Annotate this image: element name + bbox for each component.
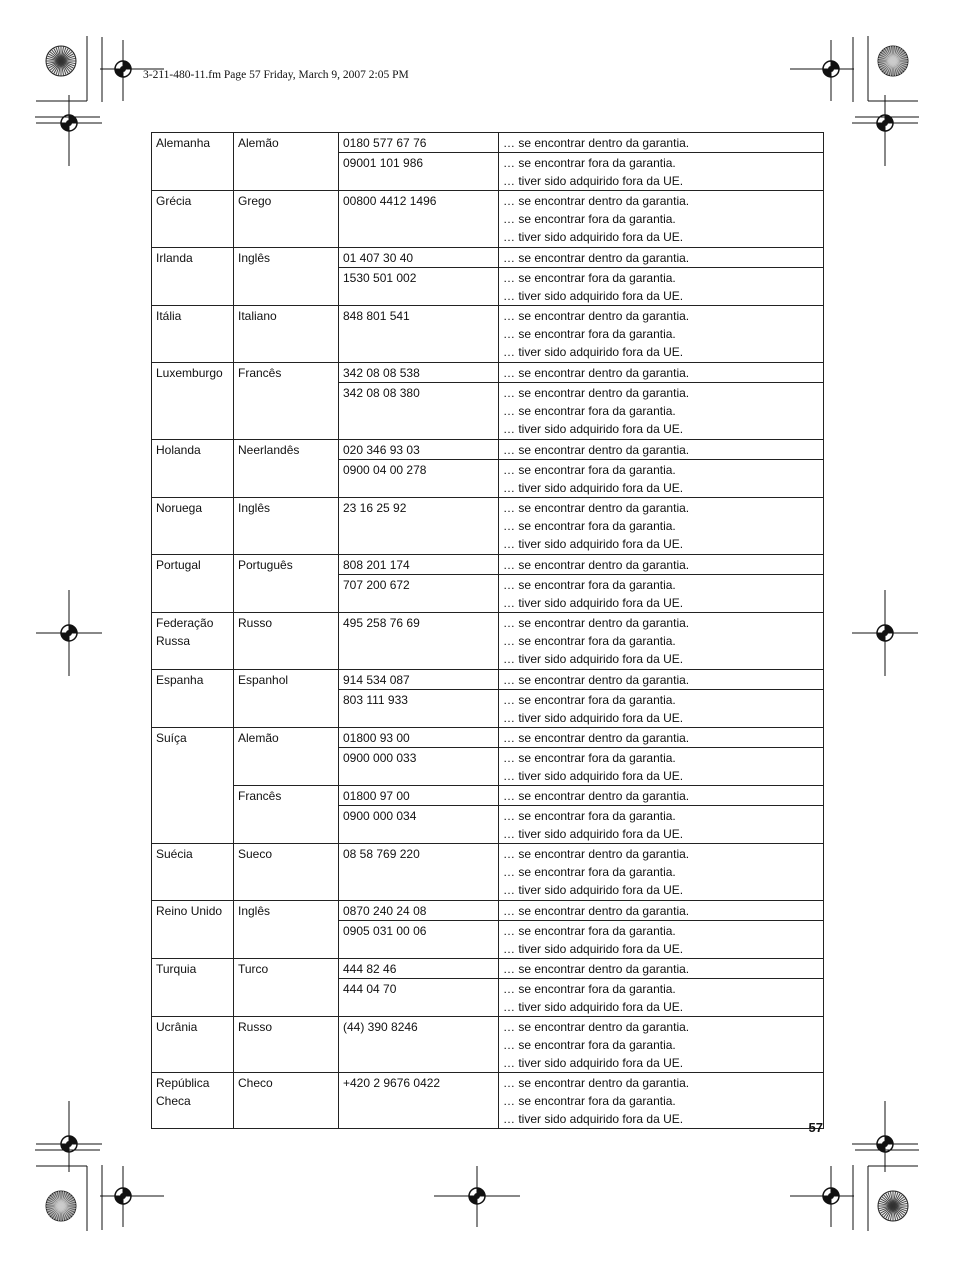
country-cell [152,844,234,901]
cell-text-line: Alemanha [156,136,211,150]
table-row [152,901,824,921]
cell-text-line: (44) 390 8246 [343,1020,418,1034]
registration-target-icon [115,61,131,77]
registration-target-icon [877,115,893,131]
cell-text-line: 1530 501 002 [343,271,417,285]
cell-text-line: Portugal [156,558,201,572]
condition-cell [499,248,824,268]
condition-cell [499,844,824,901]
cell-text-line: 23 16 25 92 [343,501,407,515]
language-cell [234,248,339,306]
language-cell [234,613,339,670]
cell-text-line: … se encontrar dentro da garantia. [503,136,690,150]
cell-text-line: Grego [238,194,272,208]
cell-text-line: 020 346 93 03 [343,443,420,457]
cell-text-line: 01800 97 00 [343,789,410,803]
cell-text-line: Russo [238,1020,273,1034]
cell-text-line: … tiver sido adquirido fora da UE. [503,230,684,244]
cell-text-line: 808 201 174 [343,558,410,572]
cell-text-line: +420 2 9676 0422 [343,1076,441,1090]
cell-text-line: Holanda [156,443,201,457]
cell-text-line: Alemão [238,136,279,150]
cell-text-line: … se encontrar fora da garantia. [503,982,676,996]
cell-text-line: 09001 101 986 [343,156,424,170]
cell-text-line: … se encontrar fora da garantia. [503,693,676,707]
cell-text-line: Neerlandês [238,443,300,457]
cell-text-line: Federação [156,616,214,630]
phone-cell [339,613,499,670]
cell-text-line: … se encontrar fora da garantia. [503,865,676,879]
phone-cell [339,786,499,806]
country-cell [152,728,234,844]
cell-text-line: … se encontrar fora da garantia. [503,519,676,533]
cell-text-line: … se encontrar fora da garantia. [503,327,676,341]
country-cell [152,670,234,728]
table-row [152,613,824,670]
phone-cell [339,728,499,748]
phone-cell [339,959,499,979]
condition-cell [499,363,824,383]
cell-text-line: … tiver sido adquirido fora da UE. [503,883,684,897]
country-cell [152,440,234,498]
cell-text-line: Sueco [238,847,273,861]
condition-cell [499,613,824,670]
country-cell [152,498,234,555]
cell-text-line: … se encontrar dentro da garantia. [503,443,690,457]
table-row [152,555,824,575]
phone-cell [339,460,499,498]
page-header-slug: 3-211-480-11.fm Page 57 Friday, March 9, 2007 2:05 PM [143,69,409,81]
cell-text-line: … se encontrar fora da garantia. [503,634,676,648]
phone-cell [339,306,499,363]
phone-cell [339,268,499,306]
table-row [152,498,824,555]
table-row [152,728,824,748]
cell-text-line: 803 111 933 [343,693,408,707]
cell-text-line: Turquia [156,962,197,976]
table-row [152,306,824,363]
cell-text-line: Grécia [156,194,192,208]
phone-cell [339,383,499,440]
table-row [152,844,824,901]
registration-target-icon [61,115,77,131]
country-cell [152,959,234,1017]
condition-cell [499,748,824,786]
cell-text-line: … tiver sido adquirido fora da UE. [503,537,684,551]
cell-text-line: 495 258 76 69 [343,616,420,630]
cell-text-line: 0900 000 034 [343,809,417,823]
cell-text-line: … tiver sido adquirido fora da UE. [503,942,684,956]
phone-cell [339,555,499,575]
language-cell [234,191,339,248]
language-cell [234,363,339,440]
cell-text-line: … se encontrar dentro da garantia. [503,673,690,687]
phone-cell [339,844,499,901]
cell-text-line: … tiver sido adquirido fora da UE. [503,596,684,610]
cell-text-line: … tiver sido adquirido fora da UE. [503,1056,684,1070]
country-cell [152,191,234,248]
cell-text-line: … tiver sido adquirido fora da UE. [503,174,684,188]
cell-text-line: … se encontrar fora da garantia. [503,1038,676,1052]
table-row [152,1073,824,1129]
cell-text-line: Suécia [156,847,193,861]
country-cell [152,901,234,959]
condition-cell [499,786,824,806]
phone-cell [339,979,499,1017]
cell-text-line: Luxemburgo [156,366,223,380]
cell-text-line: Francês [238,366,282,380]
cell-text-line: 01 407 30 40 [343,251,414,265]
cell-text-line: … se encontrar fora da garantia. [503,156,676,170]
language-cell [234,498,339,555]
language-cell [234,1017,339,1073]
condition-cell [499,440,824,460]
language-cell [234,440,339,498]
page-number: 57 [808,1120,823,1135]
cell-text-line: … se encontrar dentro da garantia. [503,789,690,803]
cell-text-line: … se encontrar dentro da garantia. [503,386,690,400]
cell-text-line: Noruega [156,501,203,515]
cell-text-line: 0870 240 24 08 [343,904,427,918]
country-cell [152,306,234,363]
cell-text-line: Suíça [156,731,187,745]
condition-cell [499,806,824,844]
phone-cell [339,575,499,613]
registration-target-icon [115,1188,131,1204]
phone-cell [339,498,499,555]
cell-text-line: 707 200 672 [343,578,410,592]
phone-cell [339,133,499,153]
phone-cell [339,248,499,268]
cell-text-line: Francês [238,789,282,803]
registration-target-icon [61,625,77,641]
phone-cell [339,921,499,959]
phone-cell [339,748,499,786]
starburst-icon [878,1191,908,1221]
cell-text-line: Inglês [238,251,271,265]
cell-text-line: 0900 04 00 278 [343,463,427,477]
cell-text-line: … se encontrar fora da garantia. [503,751,676,765]
condition-cell [499,306,824,363]
phone-cell [339,1017,499,1073]
condition-cell [499,498,824,555]
cell-text-line: … tiver sido adquirido fora da UE. [503,289,684,303]
cell-text-line: … tiver sido adquirido fora da UE. [503,769,684,783]
phone-cell [339,806,499,844]
condition-cell [499,959,824,979]
cell-text-line: … tiver sido adquirido fora da UE. [503,711,684,725]
starburst-icon [46,46,76,76]
table-row [152,133,824,153]
cell-text-line: … se encontrar dentro da garantia. [503,251,690,265]
cell-text-line: … se encontrar fora da garantia. [503,463,676,477]
country-cell [152,1017,234,1073]
cell-text-line: … se encontrar fora da garantia. [503,212,676,226]
cell-text-line: Inglês [238,904,271,918]
cell-text-line: 00800 4412 1496 [343,194,437,208]
condition-cell [499,133,824,153]
cell-text-line: … se encontrar dentro da garantia. [503,194,690,208]
starburst-icon [878,46,908,76]
cell-text-line: … se encontrar dentro da garantia. [503,847,690,861]
cell-text-line: República [156,1076,210,1090]
cell-text-line: 914 534 087 [343,673,410,687]
condition-cell [499,1073,824,1129]
cell-text-line: … tiver sido adquirido fora da UE. [503,422,684,436]
registration-target-icon [877,1136,893,1152]
cell-text-line: … se encontrar fora da garantia. [503,809,676,823]
cell-text-line: Italiano [238,309,277,323]
language-cell [234,1073,339,1129]
cell-text-line: … se encontrar fora da garantia. [503,1094,676,1108]
language-cell [234,786,339,844]
phone-cell [339,690,499,728]
condition-cell [499,979,824,1017]
registration-target-icon [877,625,893,641]
registration-target-icon [61,1136,77,1152]
cell-text-line: … se encontrar dentro da garantia. [503,904,690,918]
language-cell [234,901,339,959]
support-phone-table [151,132,824,1129]
table-row [152,440,824,460]
cell-text-line: … se encontrar dentro da garantia. [503,558,690,572]
cell-text-line: … tiver sido adquirido fora da UE. [503,1000,684,1014]
table-row [152,191,824,248]
phone-cell [339,363,499,383]
cell-text-line: Alemão [238,731,279,745]
starburst-icon [46,1191,76,1221]
cell-text-line: … tiver sido adquirido fora da UE. [503,481,684,495]
country-cell [152,363,234,440]
country-cell [152,248,234,306]
condition-cell [499,690,824,728]
language-cell [234,959,339,1017]
cell-text-line: 08 58 769 220 [343,847,420,861]
registration-target-icon [823,61,839,77]
cell-text-line: … tiver sido adquirido fora da UE. [503,652,684,666]
cell-text-line: … se encontrar fora da garantia. [503,404,676,418]
cell-text-line: 848 801 541 [343,309,410,323]
cell-text-line: … se encontrar dentro da garantia. [503,1076,690,1090]
cell-text-line: 0905 031 00 06 [343,924,427,938]
cell-text-line: … se encontrar dentro da garantia. [503,366,690,380]
language-cell [234,670,339,728]
language-cell [234,728,339,786]
cell-text-line: Russo [238,616,273,630]
table-row [152,1017,824,1073]
cell-text-line: Português [238,558,293,572]
cell-text-line: 342 08 08 380 [343,386,420,400]
cell-text-line: Ucrânia [156,1020,198,1034]
condition-cell [499,191,824,248]
cell-text-line: Russa [156,634,191,648]
country-cell [152,555,234,613]
condition-cell [499,670,824,690]
cell-text-line: 342 08 08 538 [343,366,420,380]
phone-cell [339,153,499,191]
cell-text-line: Checa [156,1094,191,1108]
language-cell [234,555,339,613]
condition-cell [499,921,824,959]
cell-text-line: Reino Unido [156,904,223,918]
country-cell [152,133,234,191]
phone-cell [339,440,499,460]
country-cell [152,1073,234,1129]
country-cell [152,613,234,670]
cell-text-line: … tiver sido adquirido fora da UE. [503,345,684,359]
cell-text-line: … se encontrar dentro da garantia. [503,962,690,976]
language-cell [234,133,339,191]
cell-text-line: … se encontrar dentro da garantia. [503,731,690,745]
cell-text-line: 444 04 70 [343,982,397,996]
phone-cell [339,191,499,248]
cell-text-line: … tiver sido adquirido fora da UE. [503,827,684,841]
condition-cell [499,153,824,191]
registration-target-icon [823,1188,839,1204]
cell-text-line: Inglês [238,501,271,515]
condition-cell [499,555,824,575]
cell-text-line: … tiver sido adquirido fora da UE. [503,1112,684,1126]
cell-text-line: 01800 93 00 [343,731,410,745]
condition-cell [499,383,824,440]
condition-cell [499,1017,824,1073]
table-row [152,248,824,268]
condition-cell [499,901,824,921]
cell-text-line: Turco [238,962,269,976]
cell-text-line: Espanha [156,673,204,687]
cell-text-line: 444 82 46 [343,962,397,976]
language-cell [234,306,339,363]
condition-cell [499,575,824,613]
registration-target-icon [469,1188,485,1204]
cell-text-line: Itália [156,309,182,323]
cell-text-line: … se encontrar fora da garantia. [503,271,676,285]
cell-text-line: … se encontrar dentro da garantia. [503,501,690,515]
table-row [152,670,824,690]
condition-cell [499,460,824,498]
cell-text-line: 0900 000 033 [343,751,417,765]
cell-text-line: … se encontrar dentro da garantia. [503,1020,690,1034]
phone-cell [339,1073,499,1129]
cell-text-line: … se encontrar dentro da garantia. [503,616,690,630]
phone-cell [339,901,499,921]
cell-text-line: Checo [238,1076,273,1090]
condition-cell [499,728,824,748]
condition-cell [499,268,824,306]
cell-text-line: … se encontrar fora da garantia. [503,578,676,592]
cell-text-line: Irlanda [156,251,193,265]
table-row [152,786,824,806]
phone-cell [339,670,499,690]
cell-text-line: … se encontrar dentro da garantia. [503,309,690,323]
language-cell [234,844,339,901]
table-row [152,959,824,979]
cell-text-line: 0180 577 67 76 [343,136,427,150]
table-row [152,363,824,383]
cell-text-line: … se encontrar fora da garantia. [503,924,676,938]
cell-text-line: Espanhol [238,673,289,687]
